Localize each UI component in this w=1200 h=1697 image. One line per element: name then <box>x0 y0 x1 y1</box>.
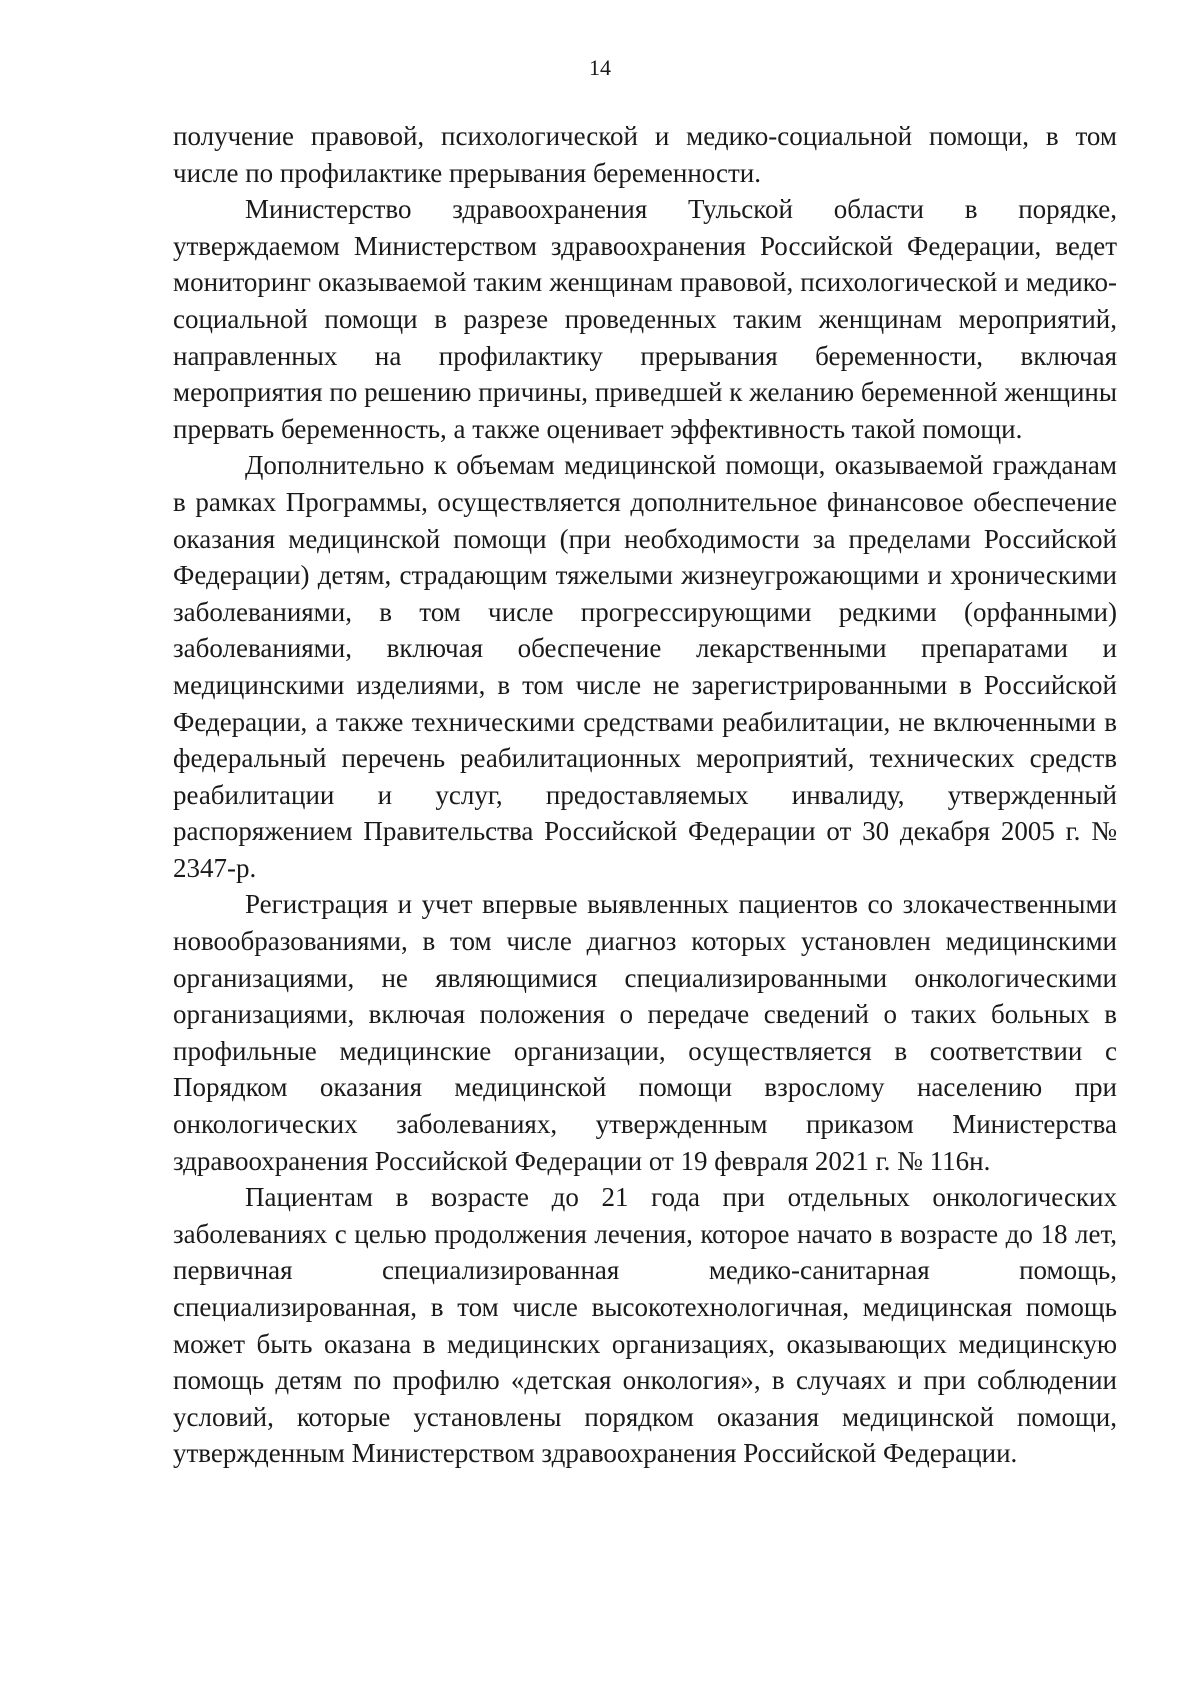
page-number: 14 <box>589 55 611 80</box>
document-body <box>173 118 1117 1472</box>
paragraph-pediatric-oncology: Пациентам в возрасте до 21 года при отдельных онкологических заболеваниях с целью продолжения лечения, которое начато в возрасте до 18 лет, первичная специализированная медико-санитарная помощь, специализированная, в том числе высокотехнологичная, медицинская помощь может быть оказана в медицинских организациях, оказывающих медицинскую помощь детям по профилю «детская онкология», в случаях и при соблюдении условий, которые установлены порядком оказания медицинской помощи, утвержденным Министерством здравоохранения Российской Федерации. <box>173 1182 1117 1469</box>
paragraph-monitoring: Министерство здравоохранения Тульской области в порядке, утверждаемом Министерством здравоохранения Российской Федерации, ведет мониторинг оказываемой таким женщинам правовой, психологической и медико-социальной помощи в разрезе проведенных таким женщинам мероприятий, направленных на профилактику прерывания беременности, включая мероприятия по решению причины, приведшей к желанию беременной женщины прервать беременность, а также оценивает эффективность такой помощи. <box>173 194 1117 444</box>
paragraph-continuation: получение правовой, психологической и медико-социальной помощи, в том числе по профилактике прерывания беременности. <box>173 121 1117 188</box>
paragraph-additional-financing: Дополнительно к объемам медицинской помощи, оказываемой гражданам в рамках Программы, осуществляется дополнительное финансовое обеспечение оказания медицинской помощи (при необходимости за пределами Российской Федерации) детям, страдающим тяжелыми жизнеугрожающими и хроническими заболеваниями, в том числе прогрессирующими редкими (орфанными) заболеваниями, включая обеспечение лекарственными препаратами и медицинскими изделиями, в том числе не зарегистрированными в Российской Федерации, а также техническими средствами реабилитации, не включенными в федеральный перечень реабилитационных мероприятий, технических средств реабилитации и услуг, предоставляемых инвалиду, утвержденный распоряжением Правительства Российской Федерации от 30 декабря 2005 г. № 2347-р. <box>173 450 1117 883</box>
paragraph-oncology-registration: Регистрация и учет впервые выявленных пациентов со злокачественными новообразованиями, в том числе диагноз которых установлен медицинскими организациями, не являющимися специализированными онкологическими организациями, включая положения о передаче сведений о таких больных в профильные медицинские организации, осуществляется в соответствии с Порядком оказания медицинской помощи взрослому населению при онкологических заболеваниях, утвержденным приказом Министерства здравоохранения Российской Федерации от 19 февраля 2021 г. № 116н. <box>173 889 1117 1176</box>
